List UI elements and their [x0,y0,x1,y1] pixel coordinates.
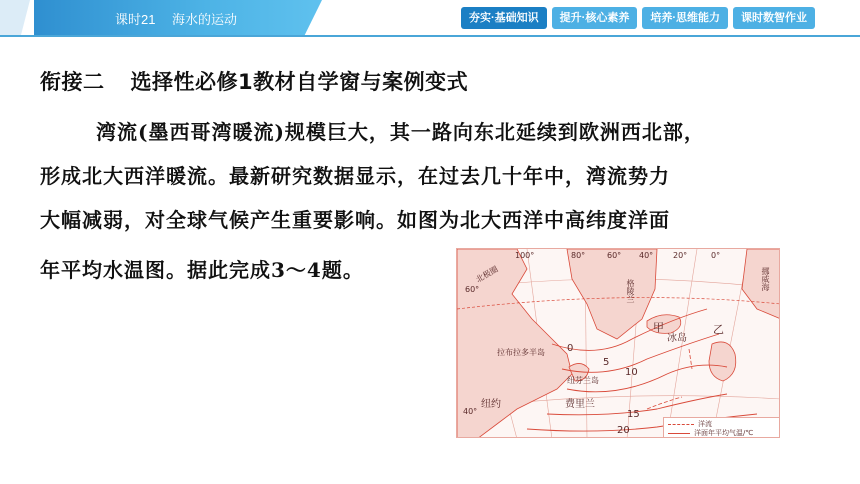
section-nav [461,7,815,29]
label-lon-80: 80° [571,251,586,260]
lesson-number: 课时21 [115,12,156,27]
label-arctic-circle: 北极圈 [474,264,500,285]
legend-isotherm [668,428,753,438]
label-iso-5: 5 [603,357,610,368]
paragraph-line-1: 湾流(墨西哥湾暖流)规模巨大，其一路向东北延续到欧洲西北部， [96,120,705,144]
label-ferry-land: 费里兰 [565,399,595,410]
section-label: 衔接二 [40,70,105,94]
sea-temperature-map [456,248,780,438]
label-iso-10: 10 [625,367,638,378]
section-title: 选择性必修1教材自学窗与案例变式 [130,70,469,94]
label-norwegian-sea: 挪威海 [761,267,770,291]
map-legend [663,417,779,437]
label-lon-0: 0° [711,251,721,260]
label-jia: 甲 [653,321,664,334]
label-iso-20: 20 [617,425,630,436]
paragraph-line-2: 形成北大西洋暖流。最新研究数据显示，在过去几十年中，湾流势力 [40,164,670,188]
label-new-york: 纽约 [481,399,501,410]
label-greenland: 格陵兰 [626,279,635,303]
tab-homework[interactable]: 课时数智作业 [733,7,815,29]
label-lon-20: 20° [673,251,688,260]
label-iceland: 冰岛 [667,333,687,344]
label-lon-60: 60° [607,251,622,260]
label-lon-40: 40° [639,251,654,260]
label-iso-15: 15 [627,409,640,420]
header-divider [0,35,860,37]
tab-basic-knowledge[interactable]: 夯实·基础知识 [461,7,547,29]
label-labrador: 拉布拉多半岛 [497,348,545,357]
label-iso-0: 0 [567,343,574,354]
section-heading [40,66,468,96]
label-lat-40: 40° [463,407,478,416]
label-newfoundland: 纽芬兰岛 [567,376,599,385]
lesson-title: 海水的运动 [172,12,238,27]
label-lon-100: 100° [515,251,535,260]
header-decoration [0,0,30,35]
paragraph-line-4: 年平均水温图。据此完成3～4题。 [40,258,364,282]
legend-current-label: 洋流 [698,420,712,428]
tab-thinking-ability[interactable]: 培养·思维能力 [642,7,728,29]
map-drawing [457,249,780,438]
paragraph-line-3: 大幅减弱，对全球气候产生重要影响。如图为北大西洋中高纬度洋面 [40,208,670,232]
current-line-swatch [668,424,694,425]
legend-isotherm-label: 洋面年平均气温/℃ [694,429,754,437]
label-lat-60: 60° [465,285,480,294]
tab-core-literacy[interactable]: 提升·核心素养 [552,7,638,29]
label-yi: 乙 [713,323,724,336]
isotherm-line-swatch [668,433,690,434]
top-bar [0,0,860,37]
